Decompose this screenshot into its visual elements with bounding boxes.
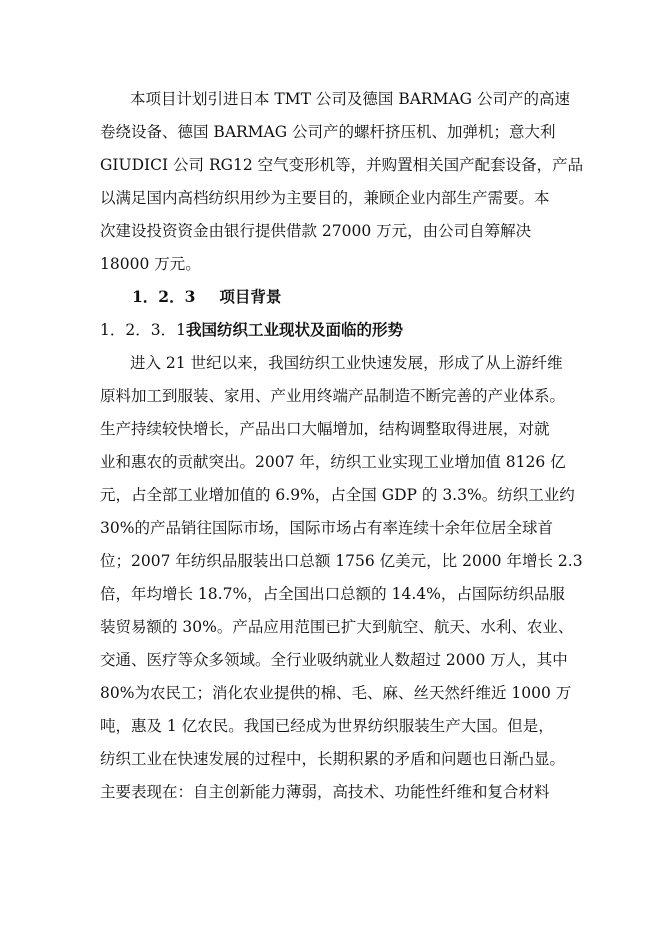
paragraph-2-line-9: 装贸易额的 30%。产品应用范围已扩大到航空、航天、水利、农业、 xyxy=(100,618,574,636)
paragraph-2-line-13: 纺织工业在快速发展的过程中，长期积累的矛盾和问题也日渐凸显。 xyxy=(100,750,566,768)
paragraph-1-line-3: GIUDICI 公司 RG12 空气变形机等，并购置相关国产配套设备，产品 xyxy=(100,156,584,174)
paragraph-1-line-5: 次建设投资资金由银行提供借款 27000 万元，由公司自筹解决 xyxy=(100,222,532,240)
paragraph-1-line-4: 以满足国内高档纺织用纱为主要目的，兼顾企业内部生产需要。本 xyxy=(100,189,550,207)
paragraph-2-line-5: 元，占全部工业增加值的 6.9%，占全国 GDP 的 3.3%。纺织工业约 xyxy=(100,486,575,504)
section-number: 1．2．3 xyxy=(132,287,196,306)
paragraph-2-line-12: 吨，惠及 1 亿农民。我国已经成为世界纺织服装生产大国。但是， xyxy=(100,717,554,735)
paragraph-1-line-1: 本项目计划引进日本 TMT 公司及德国 BARMAG 公司产的高速 xyxy=(130,90,570,108)
subsection-title: 我国纺织工业现状及面临的形势 xyxy=(185,320,403,339)
section-title: 项目背景 xyxy=(219,287,282,306)
paragraph-2-line-10: 交通、医疗等众多领域。全行业吸纳就业人数超过 2000 万人，其中 xyxy=(100,651,568,669)
paragraph-2-line-11: 80%为农民工；消化农业提供的棉、毛、麻、丝天然纤维近 1000 万 xyxy=(100,684,572,702)
section-heading-1-2-3 xyxy=(132,287,281,307)
paragraph-2-line-6: 30%的产品销往国际市场，国际市场占有率连续十余年位居全球首 xyxy=(100,519,553,537)
section-heading-1-2-3-1 xyxy=(100,320,403,340)
paragraph-2-line-3: 生产持续较快增长，产品出口大幅增加，结构调整取得进展，对就 xyxy=(100,420,550,438)
paragraph-2-line-7: 位；2007 年纺织品服装出口总额 1756 亿美元，比 2000 年增长 2.3 xyxy=(100,552,583,570)
paragraph-2-line-1: 进入 21 世纪以来，我国纺织工业快速发展，形成了从上游纤维 xyxy=(130,354,563,372)
paragraph-2-line-2: 原料加工到服装、家用、产业用终端产品制造不断完善的产业体系。 xyxy=(100,387,566,405)
paragraph-1-line-2: 卷绕设备、德国 BARMAG 公司产的螺杆挤压机、加弹机；意大利 xyxy=(100,123,556,141)
paragraph-2-line-14: 主要表现在：自主创新能力薄弱，高技术、功能性纤维和复合材料 xyxy=(100,783,550,801)
paragraph-2-line-8: 倍，年均增长 18.7%，占全国出口总额的 14.4%，占国际纺织品服 xyxy=(100,585,565,603)
paragraph-2-line-4: 业和惠农的贡献突出。2007 年，纺织工业实现工业增加值 8126 亿 xyxy=(100,453,566,471)
paragraph-1-line-6: 18000 万元。 xyxy=(100,255,201,273)
subsection-number: 1．2．3．1 xyxy=(100,321,186,339)
